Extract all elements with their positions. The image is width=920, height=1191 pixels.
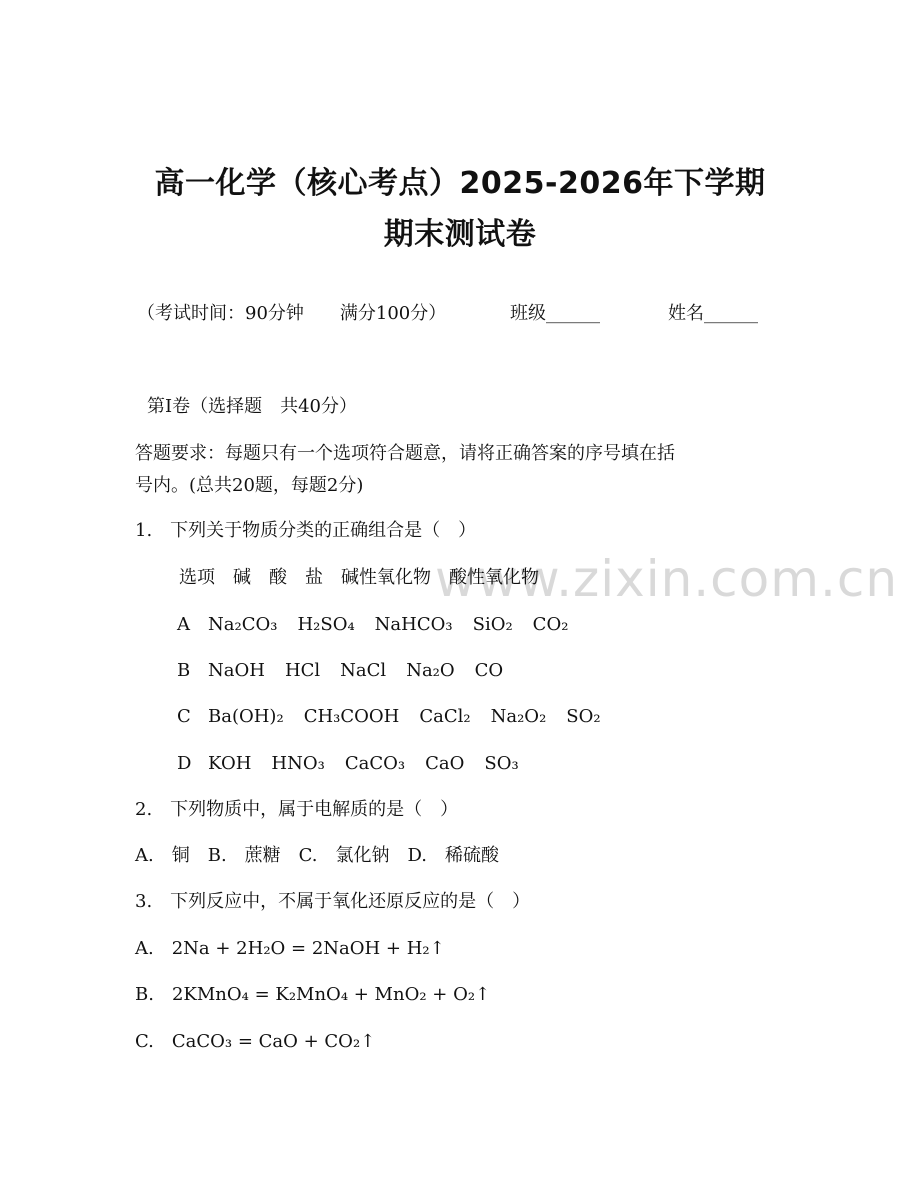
table-cell: Ba(OH)₂ [208, 706, 284, 727]
table-cell: NaCl [340, 660, 387, 681]
q3-option-b[interactable]: B. 2KMnO₄ = K₂MnO₄ + MnO₂ + O₂↑ [135, 984, 491, 1005]
table-cell: SO₃ [484, 753, 519, 774]
option-letter: C [177, 706, 191, 727]
page-title-line2: 期末测试卷 [383, 217, 537, 252]
table-cell: CO₂ [532, 614, 569, 635]
q1-row-a[interactable] [177, 614, 588, 636]
watermark: www.zixin.com.cn [435, 550, 899, 608]
instructions-line2: 号内。(总共20题，每题2分) [135, 475, 364, 496]
table-cell: KOH [208, 753, 252, 774]
option-letter: D [177, 753, 192, 774]
exam-time-score: （考试时间：90分钟 满分100分） [137, 303, 447, 324]
section-heading: 第Ⅰ卷（选择题 共40分） [147, 396, 358, 417]
q1-row-b[interactable] [177, 660, 523, 682]
q3-stem: 3. 下列反应中，不属于氧化还原反应的是（ ） [135, 891, 531, 912]
q2-stem: 2. 下列物质中，属于电解质的是（ ） [135, 799, 459, 820]
table-cell: CO [474, 660, 504, 681]
table-cell: CH₃COOH [303, 706, 400, 727]
table-cell: CaCO₃ [344, 753, 406, 774]
table-cell: NaOH [208, 660, 265, 681]
q3-option-c[interactable]: C. CaCO₃ = CaO + CO₂↑ [135, 1031, 376, 1052]
table-cell: Na₂O₂ [490, 706, 547, 727]
q3-option-a[interactable]: A. 2Na + 2H₂O = 2NaOH + H₂↑ [135, 938, 445, 959]
instructions-line1: 答题要求：每题只有一个选项符合题意，请将正确答案的序号填在括 [135, 443, 675, 464]
option-letter: B [177, 660, 191, 681]
table-cell: NaHCO₃ [374, 614, 453, 635]
q1-row-d[interactable] [177, 753, 539, 775]
table-cell: HNO₃ [271, 753, 325, 774]
q1-table-header: 选项 碱 酸 盐 碱性氧化物 酸性氧化物 [179, 567, 539, 588]
class-field[interactable]: 班级______ [510, 303, 600, 324]
table-cell: Na₂O [406, 660, 455, 681]
q1-stem: 1. 下列关于物质分类的正确组合是（ ） [135, 520, 477, 541]
table-cell: CaO [425, 753, 465, 774]
table-cell: HCl [284, 660, 321, 681]
q1-row-c[interactable] [177, 706, 621, 728]
option-letter: A [177, 614, 190, 635]
table-cell: Na₂CO₃ [208, 614, 278, 635]
table-cell: SO₂ [566, 706, 601, 727]
table-cell: H₂SO₄ [297, 614, 355, 635]
table-cell: SiO₂ [472, 614, 513, 635]
name-field[interactable]: 姓名______ [668, 303, 758, 324]
page-title-line1: 高一化学（核心考点）2025-2026年下学期 [154, 166, 766, 201]
table-cell: CaCl₂ [419, 706, 471, 727]
q2-options[interactable]: A. 铜 B. 蔗糖 C. 氯化钠 D. 稀硫酸 [135, 845, 500, 866]
